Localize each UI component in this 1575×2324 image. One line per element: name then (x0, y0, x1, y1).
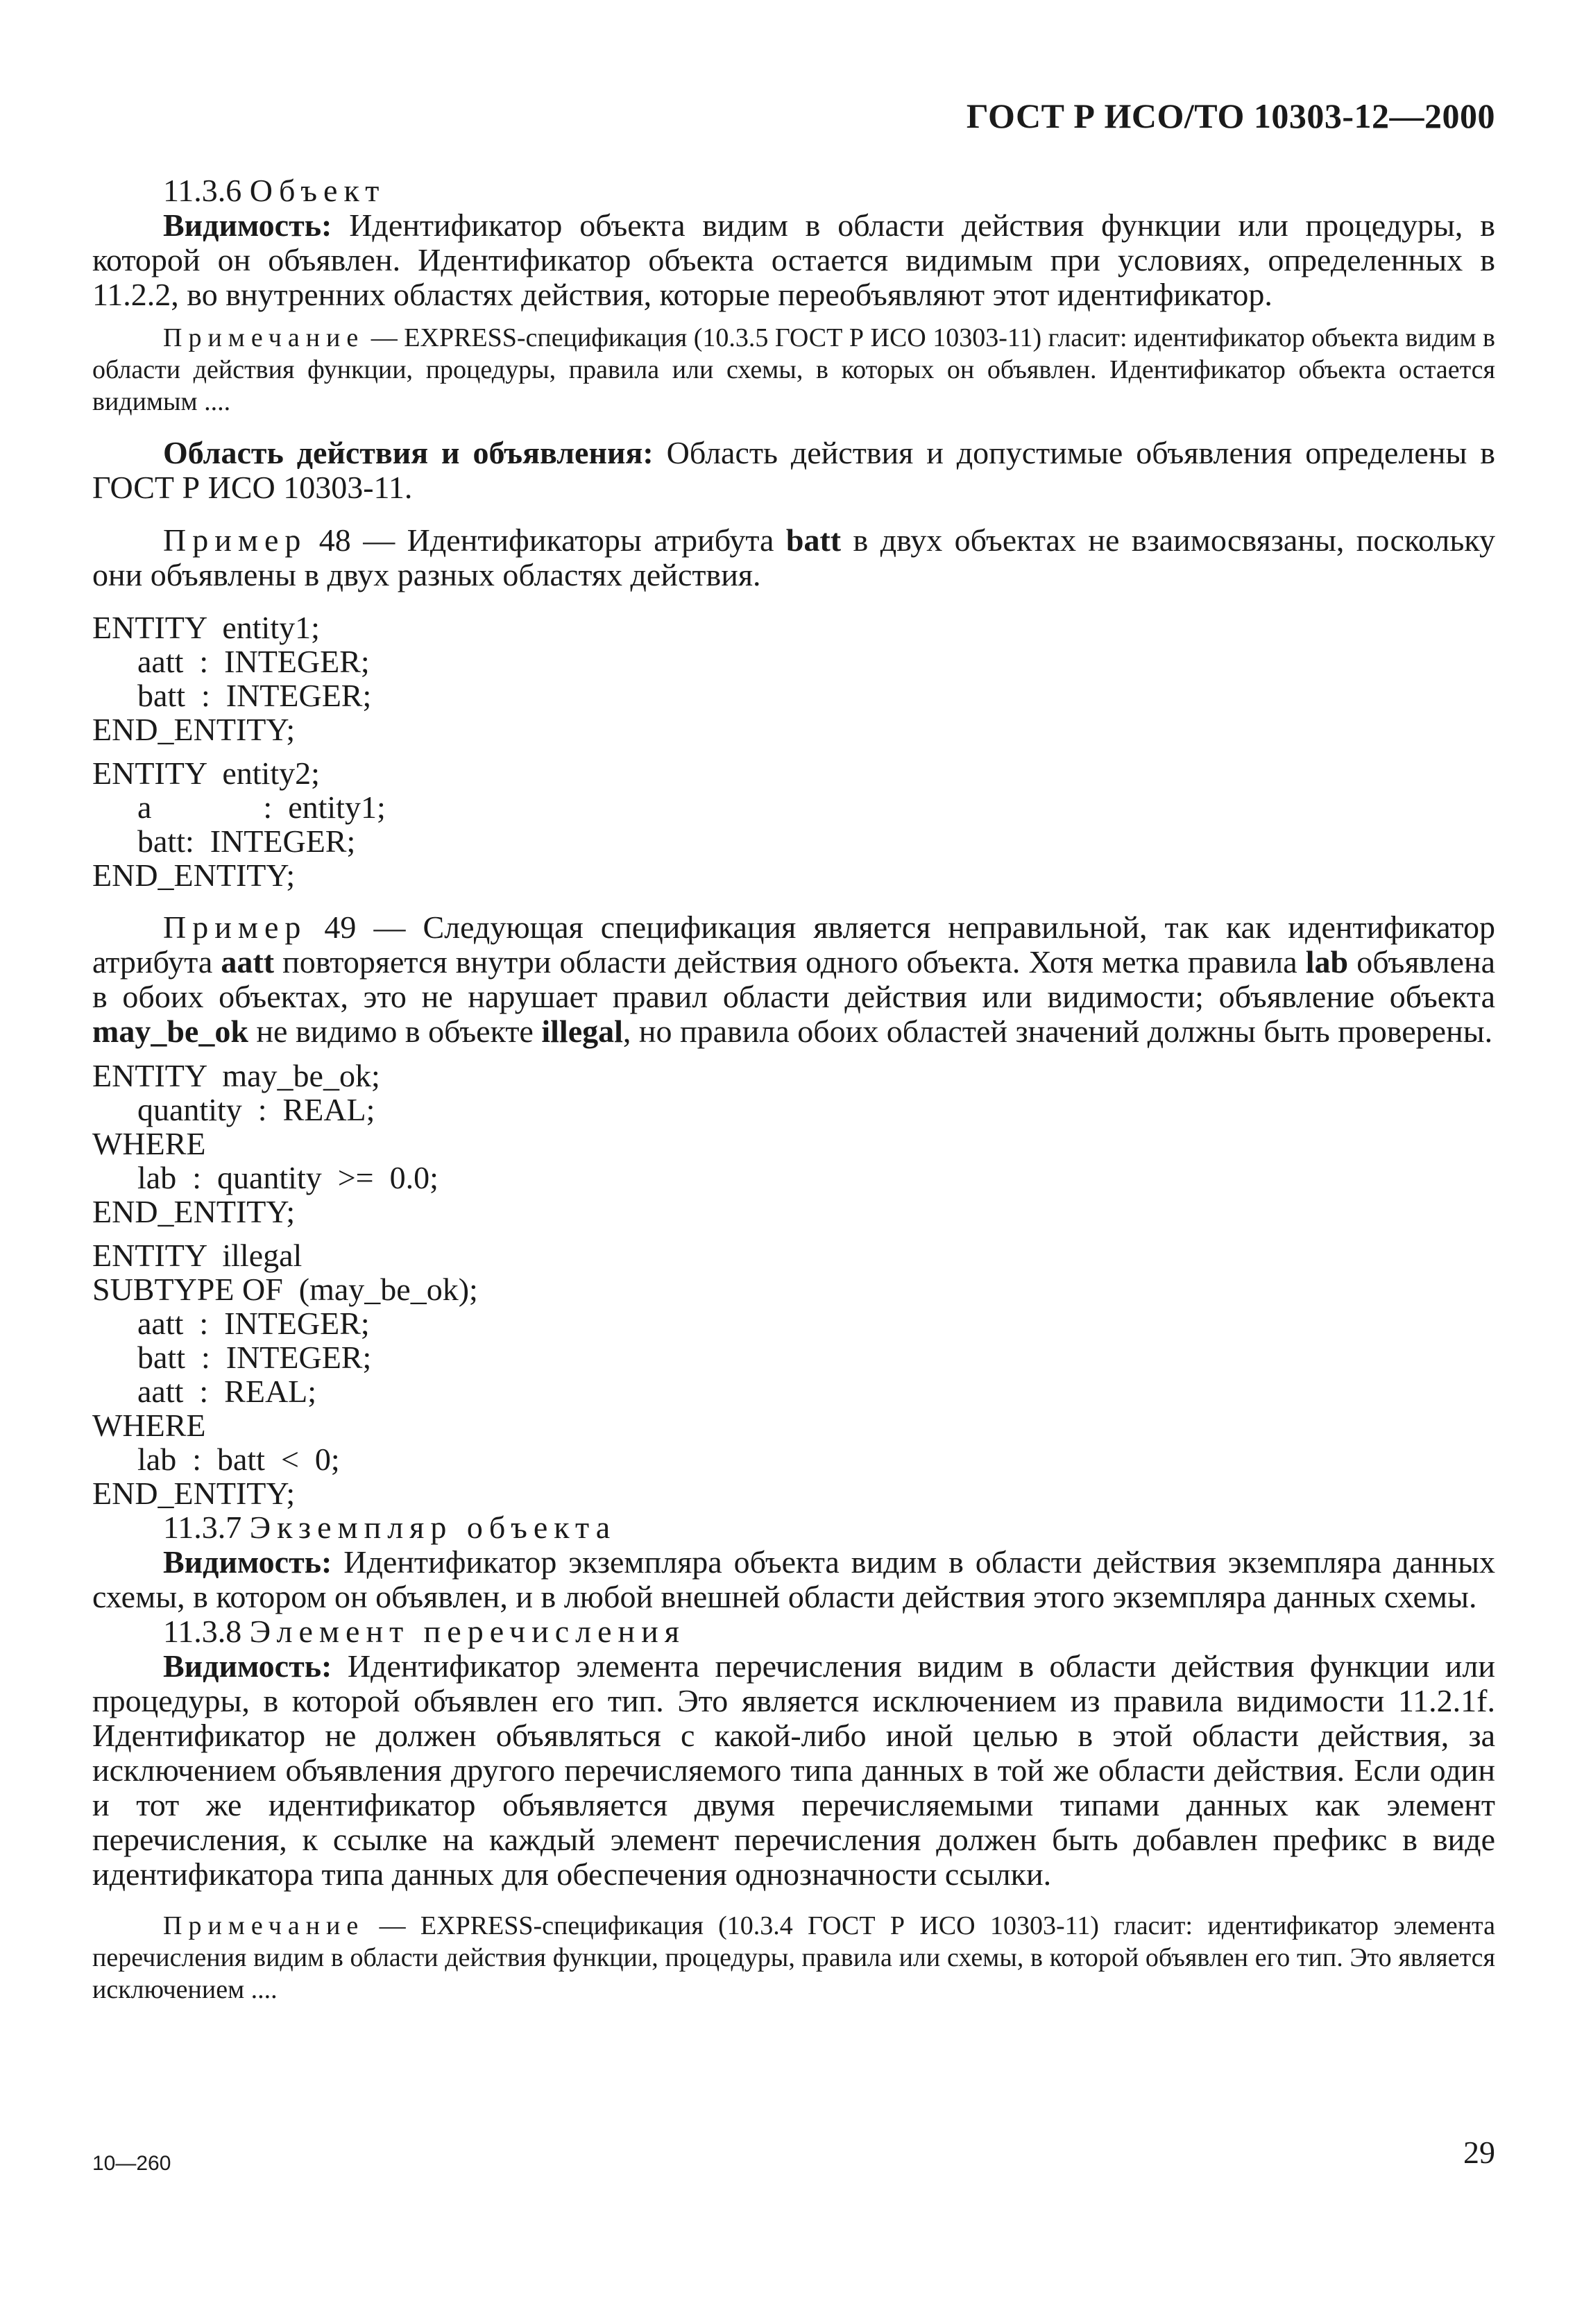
code-line: ENTITY may_be_ok; (92, 1058, 380, 1093)
code-line: lab : quantity >= 0.0; (137, 1160, 439, 1195)
section-number: 11.3.7 (163, 1510, 242, 1545)
note-label: Примечание (163, 323, 365, 352)
example-keyword: illegal (541, 1014, 623, 1049)
note-label: Примечание (163, 1911, 365, 1940)
section-title: Объект (249, 173, 386, 208)
code-line: aatt : INTEGER; (137, 644, 370, 679)
visibility-paragraph (92, 1649, 1495, 1892)
section-number: 11.3.8 (163, 1614, 242, 1649)
example-text: , но правила обоих областей значений должны быть проверены. (622, 1014, 1493, 1049)
page-content (92, 173, 1495, 2006)
section-title: Экземпляр объекта (249, 1510, 617, 1545)
code-line: END_ENTITY; (92, 712, 296, 747)
code-line: lab : batt < 0; (137, 1442, 340, 1477)
section-heading-11-3-8 (92, 1614, 1495, 1649)
section-number: 11.3.6 (163, 173, 242, 208)
note-paragraph (92, 322, 1495, 418)
visibility-label: Видимость: (163, 1544, 332, 1580)
code-line: batt: INTEGER; (137, 823, 356, 859)
footer-print-code: 10—260 (92, 2152, 171, 2175)
example-49-paragraph (92, 910, 1495, 1049)
example-text: повторяется внутри области действия одного объекта. Хотя метка правила (274, 944, 1306, 980)
code-line: batt : INTEGER; (137, 1340, 372, 1375)
code-line: ENTITY entity2; (92, 755, 320, 791)
code-block-entity1 (92, 610, 1495, 746)
example-text: в двух объектах не взаимосвязаны, поскольку они объявлены в двух разных областях действия. (92, 522, 1495, 592)
code-block-may-be-ok (92, 1059, 1495, 1229)
section-heading-11-3-7 (92, 1510, 1495, 1545)
visibility-label: Видимость: (163, 1648, 332, 1684)
example-48-paragraph (92, 523, 1495, 592)
code-line: END_ENTITY; (92, 857, 296, 893)
visibility-paragraph (92, 208, 1495, 312)
scope-label: Область действия и объявления: (163, 435, 654, 470)
example-label: Пример (163, 909, 307, 945)
code-block-illegal (92, 1238, 1495, 1510)
example-keyword: may_be_ok (92, 1014, 248, 1049)
example-keyword: aatt (221, 944, 275, 980)
note-paragraph (92, 1910, 1495, 2006)
example-text: объявлена в обоих объектах, это не нарушает правил области действия или видимости; объявление объекта (92, 944, 1495, 1014)
note-text: — EXPRESS-спецификация (10.3.4 ГОСТ Р ИСО 10303-11) гласит: идентификатор элемента перечисления видим в области действия функции, процедуры, правила или схемы, в которой объявлен его тип. Это является исключением .... (92, 1911, 1495, 2004)
example-text: 49 — Следующая спецификация является неправильной, так как идентификатор атрибута (92, 909, 1495, 980)
code-line: a : entity1; (137, 789, 386, 825)
code-line: aatt : REAL; (137, 1374, 317, 1409)
example-keyword: batt (785, 522, 842, 558)
visibility-label: Видимость: (163, 207, 332, 243)
example-label: Пример (163, 522, 307, 558)
visibility-text: Идентификатор экземпляра объекта видим в области действия экземпляра данных схемы, в котором он объявлен, и в любой внешней области действия этого экземпляра данных схемы. (92, 1544, 1495, 1614)
code-block-entity2 (92, 756, 1495, 892)
visibility-text: Идентификатор объекта видим в области действия функции или процедуры, в которой он объявлен. Идентификатор объекта остается видимым при условиях, определенных в 11.2.2, во внутренних областях действия, которые переобъявляют этот идентификатор. (92, 207, 1495, 312)
code-line: END_ENTITY; (92, 1476, 296, 1511)
document-header: ГОСТ Р ИСО/ТО 10303-12—2000 (966, 96, 1495, 135)
visibility-text: Идентификатор элемента перечисления видим в области действия функции или процедуры, в которой объявлен его тип. Это является исключением из правила видимости 11.2.1f. Идентификатор не должен объявляться с какой-либо иной целью в этой области действия, за исключением объявления другого перечисляемого типа данных в той же области действия. Если один и тот же идентификатор объявляется двумя перечисляемыми типами данных как элемент перечисления, к ссылке на каждый элемент перечисления должен быть добавлен префикс в виде идентификатора типа данных для обеспечения однозначности ссылки. (92, 1648, 1495, 1892)
code-line: END_ENTITY; (92, 1194, 296, 1229)
code-line: aatt : INTEGER; (137, 1306, 370, 1341)
scope-text: Область действия и допустимые объявления определены в ГОСТ Р ИСО 10303-11. (92, 435, 1495, 505)
example-text: 48 — Идентификаторы атрибута (307, 522, 786, 558)
code-line: WHERE (92, 1126, 206, 1161)
code-line: ENTITY illegal (92, 1238, 303, 1273)
code-line: quantity : REAL; (137, 1092, 375, 1127)
code-line: WHERE (92, 1408, 206, 1443)
code-line: SUBTYPE OF (may_be_ok); (92, 1272, 478, 1307)
note-text: — EXPRESS-спецификация (10.3.5 ГОСТ Р ИСО 10303-11) гласит: идентификатор объекта видим в области действия функции, процедуры, правила или схемы, в которых он объявлен. Идентификатор объекта остается видимым .... (92, 323, 1495, 416)
section-title: Элемент перечисления (249, 1614, 686, 1649)
section-heading-11-3-6 (92, 173, 1495, 208)
visibility-paragraph (92, 1545, 1495, 1614)
example-keyword: lab (1305, 944, 1349, 980)
page-number: 29 (1463, 2135, 1495, 2170)
scope-paragraph (92, 436, 1495, 505)
example-text: не видимо в объекте (248, 1014, 542, 1049)
code-line: ENTITY entity1; (92, 610, 320, 645)
code-line: batt : INTEGER; (137, 678, 372, 713)
